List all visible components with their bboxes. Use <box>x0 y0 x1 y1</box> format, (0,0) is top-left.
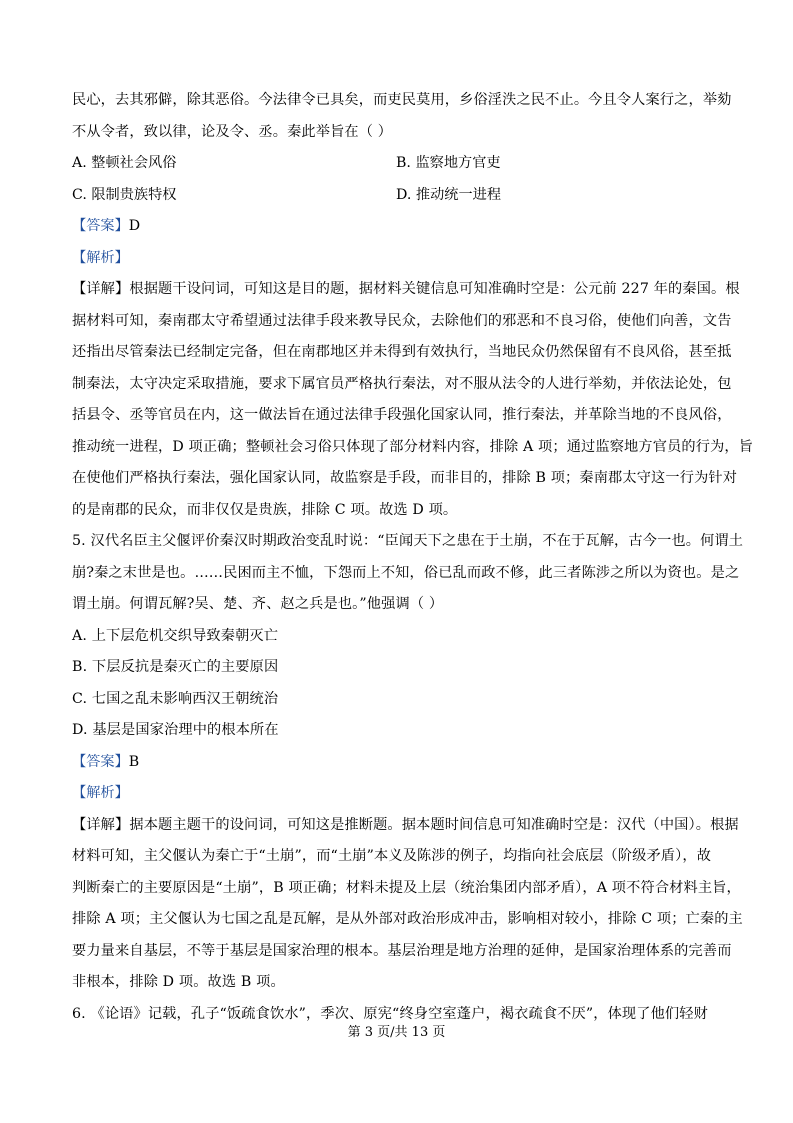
page-footer: 第 3 页/共 13 页 <box>347 1025 446 1040</box>
q4-detail-line-4: 制秦法，太守决定采取措施，要求下属官员严格执行秦法，对不服从法令的人进行举劾，并依法论处，包 <box>72 375 732 392</box>
q4-detail-text-1: 根据题干设问词，可知这是目的题，据材料关键信息可知准确时空是：公元前 227 年的秦国。根 <box>129 281 740 297</box>
q4-stem-line-1: 民心，去其邪僻，除其恶俗。今法律令已具矣，而吏民莫用，乡俗淫泆之民不止。今且令人案行之，举劾 <box>72 92 732 108</box>
q6-stem-line-1: 6. 《论语》记载，孔子“饭疏食饮水”，季次、原宪“终身空室蓬户，褐衣疏食不厌”，体现了他们轻财 <box>72 1005 708 1022</box>
q4-stem-line-2: 不从令者，致以律，论及令、丞。秦此举旨在（ ） <box>72 123 393 140</box>
q4-detail-line-3: 还指出尽管秦法已经制定完备，但在南郡地区并未得到有效执行，当地民众仍然保留有不良风俗，甚至抵 <box>72 344 732 360</box>
q4-options-row-2 <box>72 180 722 212</box>
q5-analysis-heading <box>72 778 722 810</box>
q4-detail-line-7: 在使他们严格执行秦法，强化国家认同，故监察是手段，而非目的，排除 B 项；秦南郡太守这一行为针对 <box>72 470 738 486</box>
q4-detail-line-8: 的是南郡的民众，而非仅仅是贵族，排除 C 项。故选 D 项。 <box>72 501 458 518</box>
q5-answer <box>72 747 722 779</box>
q5-detail-line-6: 非根本，排除 D 项。故选 B 项。 <box>72 974 285 990</box>
q5-detail-line-4: 排除 A 项；主父偃认为七国之乱是瓦解，是从外部对政治形成冲击，影响相对较小，排除 C 项；亡秦的主 <box>72 911 743 927</box>
q5-option-a: A. 上下层危机交织导致秦朝灭亡 <box>72 627 279 644</box>
q5-stem-line-3: 谓土崩。何谓瓦解?吴、楚、齐、赵之兵是也。”他强调（ ） <box>72 596 444 612</box>
q4-option-a: A. 整顿社会风俗 <box>72 155 177 171</box>
q4-analysis-heading <box>72 243 722 275</box>
q4-detail-line-2: 据材料可知，秦南郡太守希望通过法律手段来教导民众，去除他们的邪恶和不良习俗，使他们向善，文告 <box>72 312 732 329</box>
q5-analysis-tag: 【解析】 <box>72 785 129 801</box>
q5-answer-value: B <box>128 753 140 770</box>
q5-detail-line-1 <box>72 810 739 842</box>
q4-detail-tag: 【详解】 <box>72 281 130 297</box>
q4-option-b: B. 监察地方官吏 <box>396 155 501 171</box>
q4-options-row-1 <box>72 148 722 180</box>
q4-option-d: D. 推动统一进程 <box>396 186 502 203</box>
q5-detail-text-1: 据本题主题干的设问词，可知这是推断题。据本题时间信息可知准确时空是：汉代（中国）。根据 <box>129 816 739 833</box>
q4-detail-line-5: 括县令、丞等官员在内，这一做法旨在通过法律手段强化国家认同，推行秦法，并革除当地的不良风俗， <box>72 407 732 423</box>
q5-option-d: D. 基层是国家治理中的根本所在 <box>72 722 279 738</box>
document-page <box>72 85 754 1030</box>
q4-analysis-tag: 【解析】 <box>72 249 129 266</box>
q4-detail-line-1 <box>72 274 740 306</box>
q4-answer-value: D <box>128 218 141 234</box>
q4-answer-tag: 【答案】 <box>72 218 129 234</box>
q5-detail-line-3: 判断秦亡的主要原因是“土崩”，B 项正确；材料未提及上层（统治集团内部矛盾），A 项不符合材料主旨， <box>72 879 741 896</box>
q5-detail-line-5: 要力量来自基层，不等于基层是国家治理的根本。基层治理是地方治理的延伸，是国家治理体系的完善而 <box>72 942 732 959</box>
q5-detail-tag: 【详解】 <box>72 816 130 833</box>
q5-answer-tag: 【答案】 <box>72 753 129 770</box>
q5-option-c: C. 七国之乱未影响西汉王朝统治 <box>72 690 279 707</box>
q4-answer <box>72 211 722 243</box>
q4-detail-line-6: 推动统一进程，D 项正确；整顿社会习俗只体现了部分材料内容，排除 A 项；通过监察地方官员的行为，旨 <box>72 438 754 455</box>
q4-option-c: C. 限制贵族特权 <box>72 186 177 203</box>
q5-option-b: B. 下层反抗是秦灭亡的主要原因 <box>72 659 279 675</box>
q5-stem-line-1: 5. 汉代名臣主父偃评价秦汉时期政治变乱时说：“臣闻天下之患在于土崩，不在于瓦解，古今一也。何谓土 <box>72 533 744 549</box>
q5-stem-line-2: 崩?秦之末世是也。……民困而主不恤，下怨而上不知，俗已乱而政不修，此三者陈涉之所以为资也。是之 <box>72 564 740 581</box>
q5-detail-line-2: 材料可知，主父偃认为秦亡于“土崩”，而“土崩”本义及陈涉的例子，均指向社会底层（阶级矛盾），故 <box>72 848 712 864</box>
